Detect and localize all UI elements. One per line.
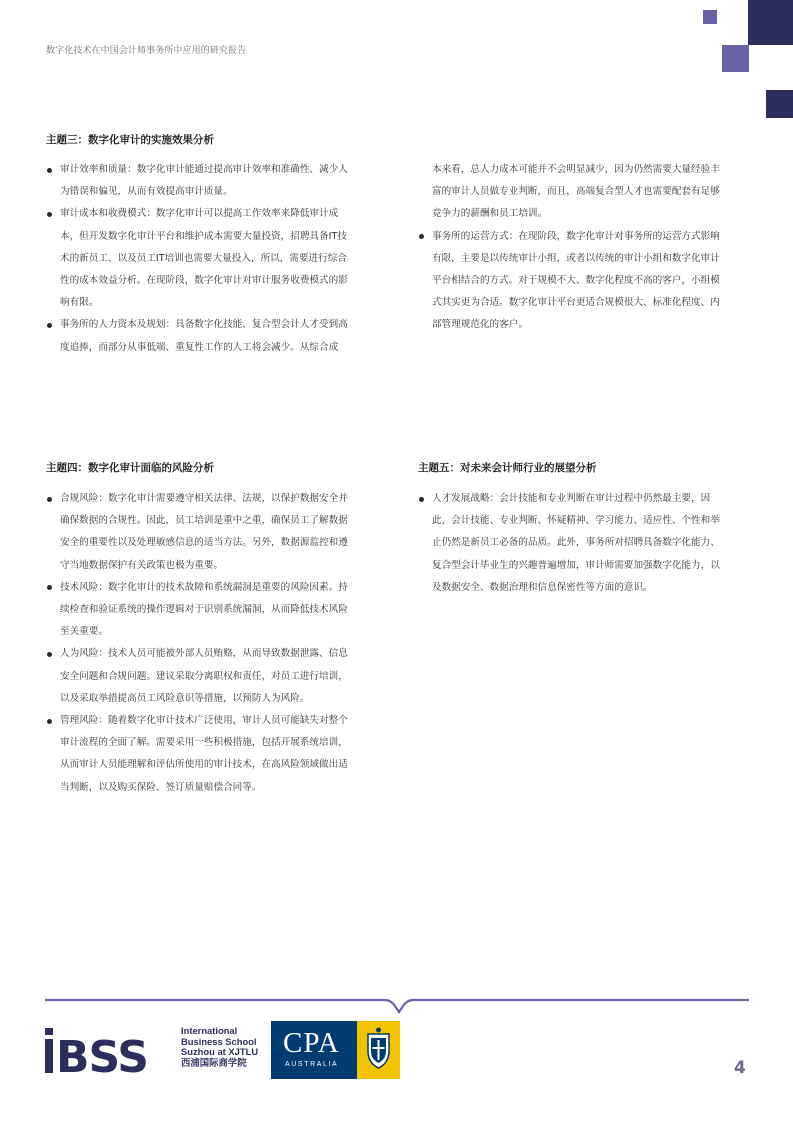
section-theme4	[46, 461, 386, 799]
bullet-continuation: 术的新员工、以及员工IT培训也需要大量投入，所以，需要进行综合	[60, 252, 347, 264]
ibss-line: Business School	[181, 1035, 257, 1047]
bullet-item: 合规风险：数字化审计需要遵守相关法律、法规，以保护数据安全并	[46, 488, 386, 510]
theme3-right-column	[418, 159, 758, 337]
theme3-left-column	[46, 159, 386, 359]
cpa-australia-logo	[271, 1021, 400, 1079]
crest-icon	[357, 1021, 400, 1079]
footer-divider	[45, 996, 749, 1020]
bullet-item: 人为风险：技术人员可能被外部人员贿赂，从而导致数据泄露、信息	[46, 643, 386, 665]
bullet-continuation: 有限，主要是以传统审计小组，或者以传统的审计小组和数字化审计	[432, 252, 720, 264]
section-theme5	[418, 461, 758, 599]
bullet-continuation: 安全的重要性以及处理敏感信息的适当方法。另外，数据源监控和遵	[60, 537, 348, 549]
bullet-item: 审计成本和收费模式：数字化审计可以提高工作效率来降低审计成	[46, 203, 386, 225]
bullet-item: 审计效率和质量：数字化审计能通过提高审计效率和准确性、减少人	[46, 159, 386, 181]
bullet-continuation: 平台相结合的方式。对于规模不大、数字化程度不高的客户，小组模	[432, 275, 720, 287]
running-header: 数字化技术在中国会计师事务所中应用的研究报告	[46, 46, 247, 56]
bullet-continuation: 竞争力的薪酬和员工培训。	[432, 208, 548, 220]
ibss-logo	[44, 1027, 172, 1075]
bullet-continuation: 安全问题和合规问题。建议采取分离职权和责任，对员工进行培训，	[60, 670, 348, 682]
bullet-continuation: 守当地数据保护有关政策也极为重要。	[60, 559, 224, 571]
bullet-item: 人才发展战略：会计技能和专业判断在审计过程中仍然最主要，因	[418, 488, 758, 510]
bullet-list	[418, 488, 758, 599]
bullet-continuation: 复合型会计毕业生的兴趣普遍增加，审计师需要加强数字化能力，以	[432, 559, 720, 571]
decor-square-purple	[722, 45, 749, 72]
bullet-continuation: 确保数据的合规性。因此，员工培训是重中之重，确保员工了解数据	[60, 515, 348, 527]
decor-square-small	[703, 10, 717, 24]
bullet-continuation: 当判断，以及购买保险、签订质量赔偿合同等。	[60, 781, 262, 793]
bullet-continuation: 此，会计技能、专业判断、怀疑精神、学习能力、适应性、个性和举	[432, 515, 720, 527]
bullet-continuation: 止仍然是新员工必备的品质。此外，事务所对招聘具备数字化能力、	[432, 537, 720, 549]
bullet-continuation: 至关重要。	[60, 626, 108, 638]
decor-square-navy-right	[766, 90, 793, 118]
bullet-continuation: 响有限。	[60, 297, 99, 309]
bullet-continuation: 审计流程的全面了解。需要采用一些积极措施，包括开展系统培训，	[60, 737, 348, 749]
bullet-continuation: 性的成本效益分析。在现阶段，数字化审计对审计服务收费模式的影	[60, 275, 348, 287]
bullet-continuation: 部管理规范化的客户。	[432, 319, 528, 331]
bullet-item: 事务所的人力资本及规划：具备数字化技能、复合型会计人才受到高	[46, 314, 386, 336]
section-theme3	[46, 133, 746, 160]
cpa-crest-panel	[357, 1021, 400, 1079]
ibss-name-block	[181, 1026, 258, 1068]
decor-square-navy	[748, 0, 793, 45]
bullet-continuation: 富的审计人员做专业判断，而且，高端复合型人才也需要配套有足够	[432, 186, 720, 198]
bullet-list	[46, 159, 386, 359]
bullet-item: 事务所的运营方式：在现阶段，数字化审计对事务所的运营方式影响	[418, 226, 758, 248]
bullet-continuation: 度追捧，而部分从事低端、重复性工作的人工将会减少。从综合成	[60, 341, 339, 353]
bullet-continuation: 从而审计人员能理解和评估所使用的审计技术，在高风险领域做出适	[60, 759, 348, 771]
bullet-continuation: 续检查和验证系统的操作逻辑对于识别系统漏洞，从而降低技术风险	[60, 604, 348, 616]
bullet-continuation: 为错误和偏见，从而有效提高审计质量。	[60, 186, 233, 198]
cpa-mark: CPA	[283, 1027, 340, 1059]
bullet-continuation: 以及采取举措提高员工风险意识等措施，以预防人为风险。	[60, 692, 310, 704]
bullet-continuation: 本，但开发数字化审计平台和维护成本需要大量投资，招聘具备IT技	[60, 230, 347, 242]
bullet-continuation: 及数据安全、数据治理和信息保密性等方面的意识。	[432, 581, 653, 593]
ibss-line: 西浦国际商学院	[181, 1056, 247, 1068]
page-number: 4	[734, 1058, 746, 1078]
section-title: 主题四：数字化审计面临的风险分析	[46, 462, 214, 474]
section-title: 主题三：数字化审计的实施效果分析	[46, 134, 214, 146]
bullet-continuation: 本来看，总人力成本可能并不会明显减少，因为仍然需要大量经验丰	[432, 164, 720, 175]
bullet-list	[418, 159, 758, 337]
bullet-continuation: 式其实更为合适。数字化审计平台更适合规模很大、标准化程度、内	[432, 297, 720, 309]
section-title: 主题五：对未来会计师行业的展望分析	[418, 462, 597, 474]
ibss-line: International	[181, 1025, 238, 1036]
bullet-item: 管理风险：随着数字化审计技术广泛使用，审计人员可能缺失对整个	[46, 710, 386, 732]
bullet-item: 技术风险：数字化审计的技术故障和系统漏洞是重要的风险因素。持	[46, 577, 386, 599]
ibss-logo-letters: BSS	[56, 1032, 148, 1075]
ibss-line: Suzhou at XJTLU	[181, 1046, 259, 1058]
cpa-subtitle: AUSTRALIA	[285, 1061, 339, 1068]
bullet-list	[46, 488, 386, 799]
